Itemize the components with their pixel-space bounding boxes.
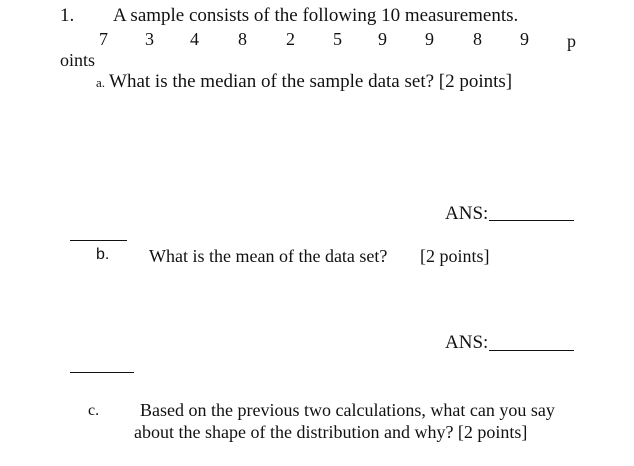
part-c-label: c. <box>88 402 100 419</box>
measurement-value: 9 <box>520 29 529 49</box>
part-b-question: What is the mean of the data set? <box>149 246 388 266</box>
part-a-label: a. <box>96 75 106 90</box>
part-b-answer-label: ANS: <box>445 332 489 353</box>
part-a-answer-line[interactable] <box>489 220 574 221</box>
question-number: 1. <box>60 5 75 26</box>
part-a-answer-label: ANS: <box>445 203 489 224</box>
part-b-label: b. <box>96 246 110 263</box>
part-a-text: What is the median of the sample data set? [2 points] <box>109 71 513 92</box>
measurement-value: 5 <box>333 29 342 49</box>
part-b-points: [2 points] <box>420 246 490 266</box>
measurement-value: 9 <box>378 29 387 49</box>
part-b-answer-line[interactable] <box>489 350 574 351</box>
measurement-value: 8 <box>473 29 482 49</box>
part-b-score-line[interactable] <box>70 240 127 241</box>
part-c-score-line[interactable] <box>70 372 134 373</box>
part-c-question-line-1: Based on the previous two calculations, what can you say <box>140 400 555 420</box>
measurement-value: 2 <box>286 29 295 49</box>
measurement-value: 7 <box>99 29 108 49</box>
points-wrap-start: p <box>567 31 576 51</box>
measurement-value: 8 <box>238 29 247 49</box>
question-intro: A sample consists of the following 10 measurements. <box>113 5 519 26</box>
part-c-question-line-2: about the shape of the distribution and why? [2 points] <box>134 422 528 442</box>
points-wrap-end: oints <box>60 50 96 70</box>
measurement-value: 3 <box>145 29 154 49</box>
part-a-question <box>96 71 512 93</box>
measurement-value: 9 <box>425 29 434 49</box>
measurement-value: 4 <box>190 29 199 49</box>
